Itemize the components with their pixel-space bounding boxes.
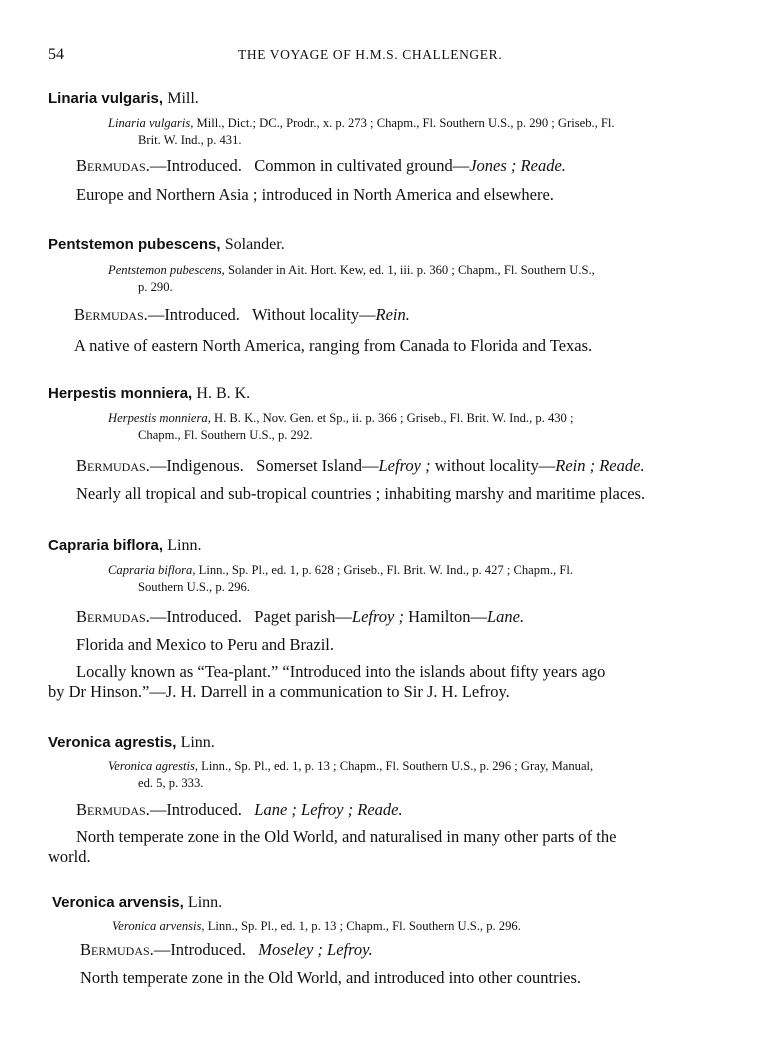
- distribution: North temperate zone in the Old World, and introduced into other countries.: [80, 968, 582, 987]
- running-title: THE VOYAGE OF H.M.S. CHALLENGER.: [238, 47, 503, 62]
- distribution: A native of eastern North America, ranging from Canada to Florida and Texas.: [74, 336, 593, 355]
- species-name: Veronica agrestis, Linn.: [48, 734, 215, 751]
- bermudas-record: Bermudas.—Introduced. Without locality—Rein.: [74, 305, 410, 324]
- bermudas-record: Bermudas.—Introduced. Moseley ; Lefroy.: [80, 940, 373, 959]
- species-name: Capraria biflora, Linn.: [48, 537, 202, 554]
- synonymy: Capraria biflora, Linn., Sp. Pl., ed. 1, p. 628 ; Griseb., Fl. Brit. W. Ind., p. 427 ; Chapm., Fl. Southern U.S., p. 296.: [108, 563, 573, 594]
- synonymy: Pentstemon pubescens, Solander in Ait. Hort. Kew, ed. 1, iii. p. 360 ; Chapm., Fl. Southern U.S., p. 290.: [108, 263, 595, 294]
- vernacular-note: Locally known as “Tea-plant.” “Introduced into the islands about fifty years ago by Dr Hinson.”—J. H. Darrell in a communication to Sir J. H. Lefroy.: [48, 662, 606, 701]
- distribution: Florida and Mexico to Peru and Brazil.: [76, 635, 334, 654]
- bermudas-record: Bermudas.—Introduced. Lane ; Lefroy ; Reade.: [76, 800, 403, 819]
- page-number: 54: [48, 46, 64, 63]
- distribution: Nearly all tropical and sub-tropical countries ; inhabiting marshy and maritime places.: [76, 484, 646, 503]
- species-name: Pentstemon pubescens, Solander.: [48, 236, 285, 253]
- bermudas-record: Bermudas.—Introduced. Common in cultivated ground—Jones ; Reade.: [76, 156, 566, 175]
- bermudas-record: Bermudas.—Indigenous. Somerset Island—Lefroy ; without locality—Rein ; Reade.: [76, 456, 645, 475]
- distribution: Europe and Northern Asia ; introduced in North America and elsewhere.: [76, 185, 554, 204]
- synonymy: Veronica agrestis, Linn., Sp. Pl., ed. 1, p. 13 ; Chapm., Fl. Southern U.S., p. 296 ; Gray, Manual, ed. 5, p. 333.: [108, 759, 594, 790]
- distribution: North temperate zone in the Old World, and naturalised in many other parts of the world.: [48, 827, 617, 866]
- page-header: [48, 46, 738, 68]
- species-name: Veronica arvensis, Linn.: [52, 894, 223, 911]
- species-name: Herpestis monniera, H. B. K.: [48, 385, 251, 402]
- synonymy: Veronica arvensis, Linn., Sp. Pl., ed. 1, p. 13 ; Chapm., Fl. Southern U.S., p. 296.: [112, 919, 521, 933]
- species-name: Linaria vulgaris, Mill.: [48, 90, 199, 107]
- synonymy: Herpestis monniera, H. B. K., Nov. Gen. et Sp., ii. p. 366 ; Griseb., Fl. Brit. W. Ind., p. 430 ; Chapm., Fl. Southern U.S., p. 292.: [108, 411, 574, 442]
- bermudas-record: Bermudas.—Introduced. Paget parish—Lefroy ; Hamilton—Lane.: [76, 607, 525, 626]
- synonymy: Linaria vulgaris, Mill., Dict.; DC., Prodr., x. p. 273 ; Chapm., Fl. Southern U.S., p. 290 ; Griseb., Fl. Brit. W. Ind., p. 431.: [108, 116, 615, 147]
